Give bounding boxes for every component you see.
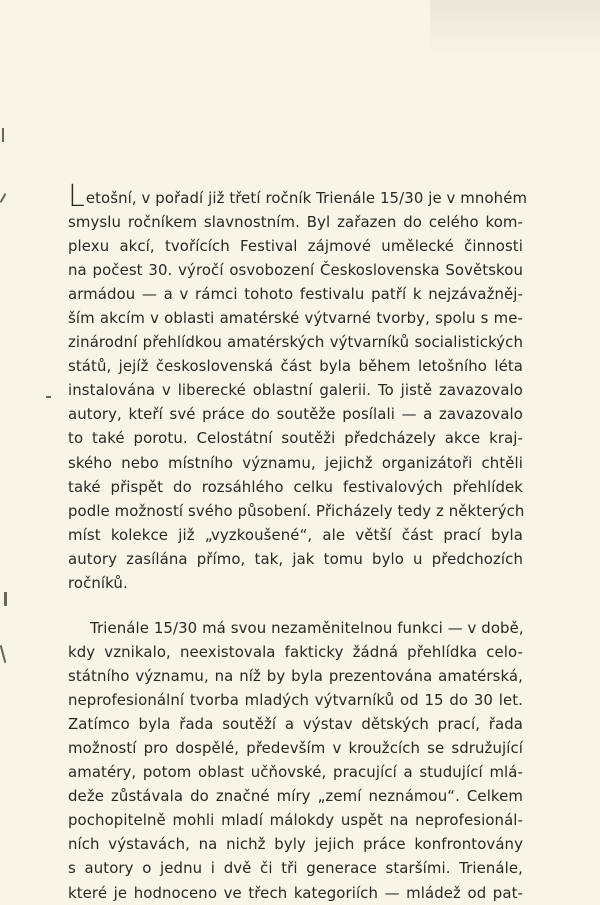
text-line: autory zasílána přímo, tak, jak tomu bylo u předchozích xyxy=(68,549,523,568)
text-line: míst kolekce již „vyzkoušené“, ale větší část prací byla xyxy=(68,525,523,544)
text-line: možností pro dospělé, především v kroužcích se sdružující xyxy=(68,739,523,758)
text-line: státního významu, na níž by byla prezentována amatérská, xyxy=(68,667,523,686)
margin-mark xyxy=(46,396,51,398)
text-line: deže zůstávala do značné míry „zemí neznámou“. Celkem xyxy=(68,787,523,806)
text-line: ského nebo místního významu, jejichž organizátoři chtěli xyxy=(68,453,523,472)
margin-mark xyxy=(0,645,6,663)
text-line: smyslu ročníkem slavnostním. Byl zařazen do celého kom- xyxy=(68,213,523,232)
paragraph-1 xyxy=(68,179,528,595)
show-through-text xyxy=(430,0,600,55)
text-line: které je hodnoceno ve třech kategoriích — mládež od pat- xyxy=(68,883,523,902)
text-line: s autory o jednu i dvě či tři generace staršími. Trienále, xyxy=(68,859,523,878)
text-line: na počest 30. výročí osvobození Československa Sovětskou xyxy=(68,261,523,280)
text-line: Letošní, v pořadí již třetí ročník Trienále 15/30 je v mnohém xyxy=(68,179,528,214)
margin-mark xyxy=(2,128,4,142)
text-line: instalována v liberecké oblastní galerii. To jistě zavazovalo xyxy=(68,381,523,400)
text-line: plexu akcí, tvořících Festival zájmové umělecké činnosti xyxy=(68,237,523,256)
text-line: ních výstavách, na nichž byly jejich práce konfrontovány xyxy=(68,835,523,854)
text-line: armádou — a v rámci tohoto festivalu patří k nejzávažněj- xyxy=(68,285,523,304)
text-line: to také porotu. Celostátní soutěži předcházely akce kraj- xyxy=(68,429,523,448)
text-line: států, jejíž československá část byla během letošního léta xyxy=(68,357,523,376)
text-line: Trienále 15/30 má svou nezaměnitelnou funkci — v době, xyxy=(90,619,524,637)
text-line: zinárodní přehlídkou amatérských výtvarníků socialistických xyxy=(68,333,523,352)
text-line: autory, kteří své práce do soutěže posílali — a zavazovalo xyxy=(68,405,523,424)
margin-mark xyxy=(4,592,7,606)
text-line: neprofesionální tvorba mladých výtvarníků od 15 do 30 let. xyxy=(68,691,523,710)
margin-mark xyxy=(0,193,6,203)
text-line: Zatímco byla řada soutěží a výstav dětských prací, řada xyxy=(68,715,523,734)
paragraph-2 xyxy=(68,616,523,905)
text-line: podle možností svého působení. Přicházely tedy z některých xyxy=(68,501,525,520)
initial-letter: L xyxy=(68,179,85,214)
text-line: ším akcím v oblasti amatérské výtvarné tvorby, spolu s me- xyxy=(68,309,523,328)
text-line: pochopitelně mohli mladí málokdy uspět na neprofesionál- xyxy=(68,811,523,830)
text-line: také přispět do rozsáhlého celku festivalových přehlídek xyxy=(68,477,523,496)
text-line: ročníků. xyxy=(68,573,128,592)
text-line: amatéry, potom oblast učňovské, pracující a studující mlá- xyxy=(68,763,523,782)
text-line: kdy vznikalo, neexistovala fakticky žádná přehlídka celo- xyxy=(68,643,523,662)
